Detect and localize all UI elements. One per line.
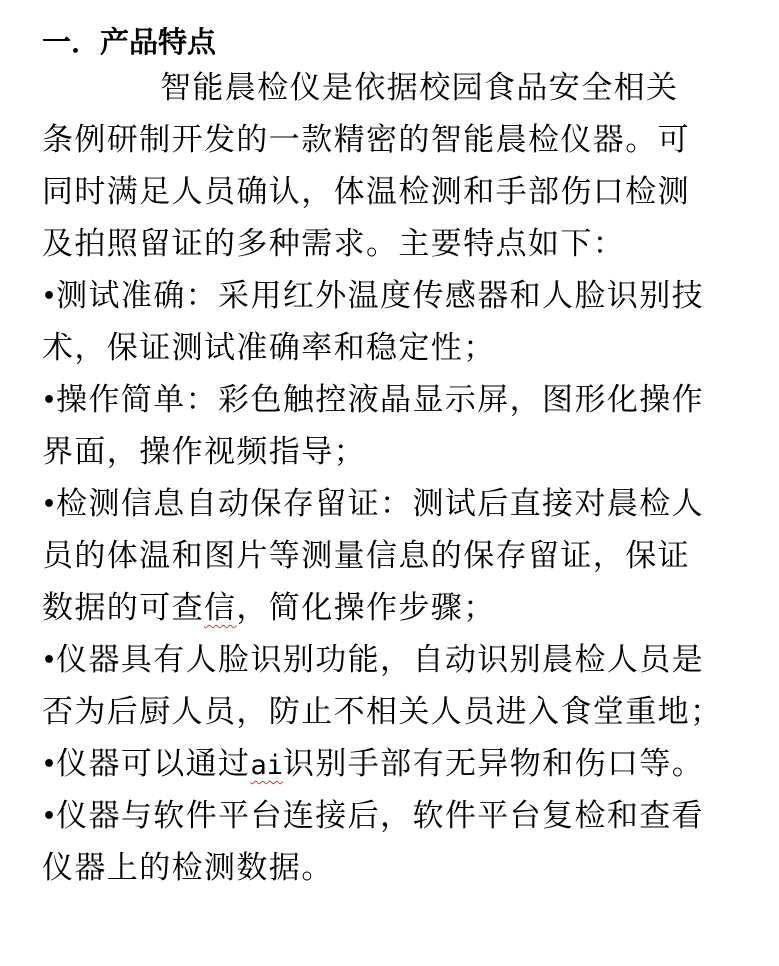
feature-text: 识别手部有无异物和伤口等。 xyxy=(282,746,705,782)
spellcheck-marked-word[interactable]: 信 xyxy=(204,590,237,626)
feature-text: 测试准确：采用红外温度传感器和人脸识别技 xyxy=(56,278,705,314)
feature-accuracy-cont: 术，保证测试准确率和稳定性； xyxy=(42,330,496,366)
feature-ai-hand-check xyxy=(42,738,704,792)
intro-line-4: 及拍照留证的多种需求。主要特点如下： xyxy=(42,226,626,262)
feature-text: 数据的可查 xyxy=(42,590,204,626)
feature-text: 检测信息自动保存留证：测试后直接对晨检人 xyxy=(56,486,705,522)
feature-text: 仪器与软件平台连接后，软件平台复检和查看 xyxy=(56,798,705,834)
feature-platform-connection-cont: 仪器上的检测数据。 xyxy=(42,850,334,886)
intro-line-3: 同时满足人员确认，体温检测和手部伤口检测 xyxy=(42,174,690,210)
intro-line-1: 智能晨检仪是依据校园食品安全相关 xyxy=(160,70,679,106)
feature-accuracy xyxy=(42,270,704,323)
intro-line-2: 条例研制开发的一款精密的智能晨检仪器。可 xyxy=(42,122,690,158)
feature-text: 操作简单：彩色触控液晶显示屏，图形化操作 xyxy=(56,382,705,418)
feature-text: 仪器可以通过 xyxy=(56,746,251,782)
feature-auto-save-cont-1: 员的体温和图片等测量信息的保存留证，保证 xyxy=(42,538,690,574)
feature-simple-operation-cont: 界面，操作视频指导； xyxy=(42,434,366,470)
bullet-icon: • xyxy=(42,284,57,309)
section-heading: 一．产品特点 xyxy=(42,25,217,59)
bullet-icon: • xyxy=(42,492,57,517)
feature-face-recognition-cont: 否为后厨人员，防止不相关人员进入食堂重地； xyxy=(42,694,723,730)
bullet-icon: • xyxy=(42,752,57,777)
bullet-icon: • xyxy=(42,804,57,829)
spellcheck-marked-word[interactable]: ai xyxy=(250,750,283,781)
bullet-icon: • xyxy=(42,388,57,413)
feature-face-recognition xyxy=(42,634,704,687)
feature-platform-connection xyxy=(42,790,704,843)
feature-text: ，简化操作步骤； xyxy=(236,590,496,626)
feature-auto-save-cont-2 xyxy=(42,582,496,634)
feature-simple-operation xyxy=(42,374,704,427)
feature-text: 仪器具有人脸识别功能，自动识别晨检人员是 xyxy=(56,642,705,678)
bullet-icon: • xyxy=(42,648,57,673)
feature-auto-save xyxy=(42,478,704,531)
